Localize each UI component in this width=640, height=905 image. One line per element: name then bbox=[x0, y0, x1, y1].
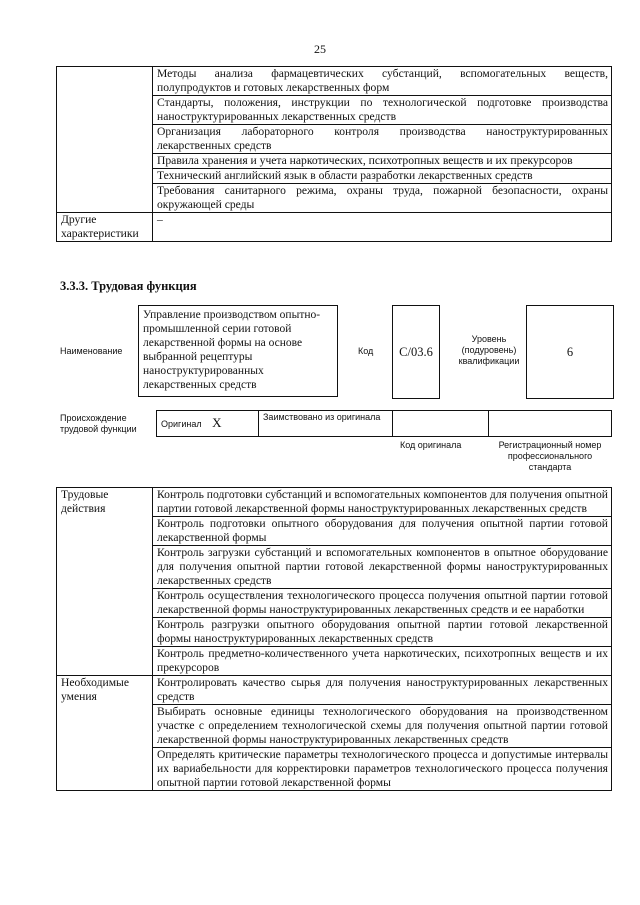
knowledge-label-cell bbox=[57, 67, 153, 213]
knowledge-item: Требования санитарного режима, охраны труда, пожарной безопасности, охраны окружающей среды bbox=[153, 184, 612, 213]
page-number: 25 bbox=[314, 42, 326, 56]
knowledge-item: Стандарты, положения, инструкции по технологической подготовке производства наноструктурированных лекарственных средств bbox=[153, 96, 612, 125]
required-skill-item: Выбирать основные единицы технологического оборудования на производственном участке с определением технологической схемы для получения опытной партии готовой лекарственной формы наноструктурированных лекарственных средств bbox=[153, 705, 612, 748]
table-row bbox=[157, 411, 612, 437]
original-mark: X bbox=[212, 415, 222, 430]
knowledge-item: Организация лабораторного контроля производства наноструктурированных лекарственных средств bbox=[153, 125, 612, 154]
origin-original-cell bbox=[157, 411, 259, 437]
origin-label: Происхождение трудовой функции bbox=[60, 413, 137, 434]
table-row bbox=[57, 67, 612, 96]
original-code-caption: Код оригинала bbox=[400, 440, 462, 450]
original-code-cell bbox=[393, 411, 489, 437]
qualification-level-label: Уровень (подуровень) квалификации bbox=[458, 334, 520, 366]
labor-action-item: Контроль подготовки опытного оборудования для получения опытной партии готовой лекарственной формы bbox=[153, 517, 612, 546]
registration-number-caption: Регистрационный номер профессионального стандарта bbox=[498, 440, 602, 472]
origin-table bbox=[156, 410, 612, 437]
labor-action-item: Контроль разгрузки опытного оборудования опытной партии готовой лекарственной формы наноструктурированных лекарственных средств bbox=[153, 618, 612, 647]
function-name-box: Управление производством опытно-промышленной серии готовой лекарственной формы на основе выбранной рецептуры наноструктурированных лекарственных средств bbox=[138, 305, 338, 397]
name-label: Наименование bbox=[60, 346, 123, 356]
knowledge-item: Методы анализа фармацевтических субстанций, вспомогательных веществ, полупродуктов и готовых лекарственных форм bbox=[153, 67, 612, 96]
table-row bbox=[57, 676, 612, 705]
labor-action-item: Контроль осуществления технологического процесса получения опытной партии готовой лекарственной формы наноструктурированных лекарственных средств и ее наработки bbox=[153, 589, 612, 618]
borrowed-cell: Заимствовано из оригинала bbox=[259, 411, 393, 437]
original-label: Оригинал bbox=[161, 419, 202, 429]
table-row bbox=[57, 488, 612, 517]
registration-number-cell bbox=[489, 411, 612, 437]
other-characteristics-value: – bbox=[153, 213, 612, 242]
function-code-box: С/03.6 bbox=[392, 305, 440, 399]
labor-action-item: Контроль предметно-количественного учета наркотических, психотропных веществ и их прекурсоров bbox=[153, 647, 612, 676]
table-row bbox=[57, 213, 612, 242]
other-characteristics-label: Другие характеристики bbox=[57, 213, 153, 242]
required-skill-item: Определять критические параметры технологического процесса и допустимые интервалы их вариабельности для корректировки параметров технологического процесса получения опытной партии готовой лекарственной формы bbox=[153, 748, 612, 791]
required-skill-item: Контролировать качество сырья для получения наноструктурированных лекарственных средств bbox=[153, 676, 612, 705]
labor-action-item: Контроль подготовки субстанций и вспомогательных компонентов для получения опытной партии готовой лекарственной формы наноструктурированных лекарственных средств bbox=[153, 488, 612, 517]
code-label: Код bbox=[358, 346, 374, 356]
labor-actions-label: Трудовые действия bbox=[57, 488, 153, 676]
qualification-level-box: 6 bbox=[526, 305, 614, 399]
required-skills-label: Необходимые умения bbox=[57, 676, 153, 791]
knowledge-item: Правила хранения и учета наркотических, психотропных веществ и их прекурсоров bbox=[153, 154, 612, 169]
labor-actions-table bbox=[56, 487, 612, 791]
section-title: 3.3.3. Трудовая функция bbox=[60, 279, 197, 293]
knowledge-item: Технический английский язык в области разработки лекарственных средств bbox=[153, 169, 612, 184]
labor-action-item: Контроль загрузки субстанций и вспомогательных компонентов в опытное оборудование для получения опытной партии готовой лекарственной формы наноструктурированных лекарственных средств bbox=[153, 546, 612, 589]
knowledge-table bbox=[56, 66, 612, 242]
